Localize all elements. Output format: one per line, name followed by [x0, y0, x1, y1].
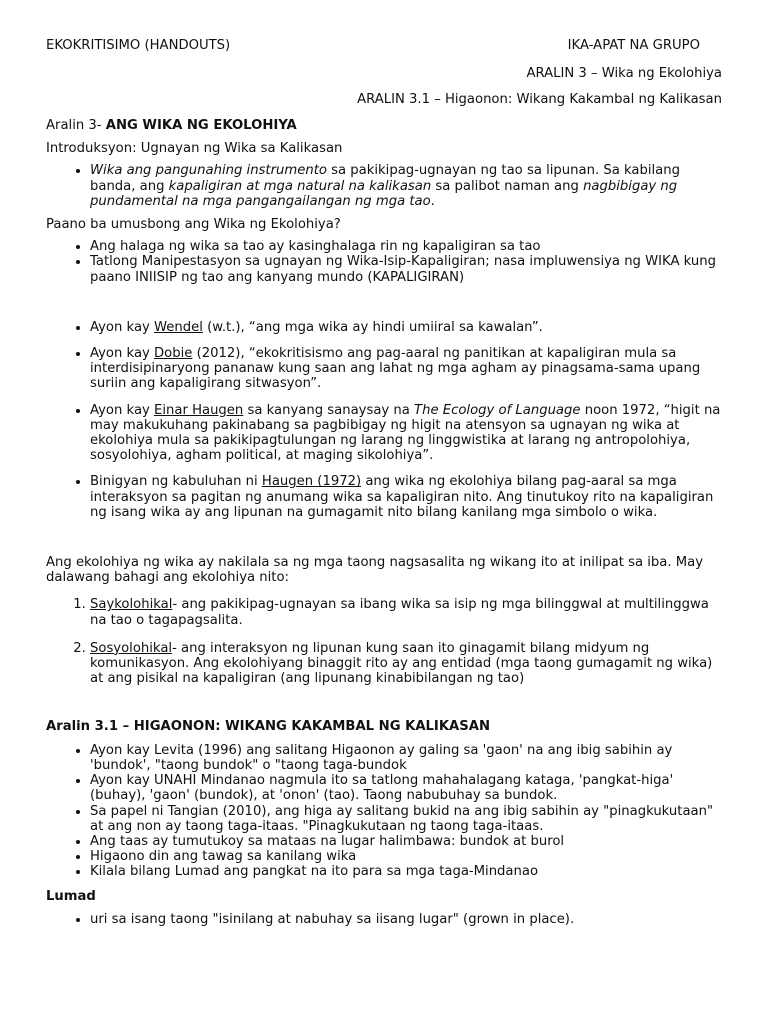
- higaonon-list: [46, 743, 724, 880]
- list-item: • Higaono din ang tawag sa kanilang wika: [90, 849, 724, 864]
- lumad-heading: Lumad: [46, 888, 96, 904]
- dobie-ref: Dobie: [154, 346, 193, 362]
- list-item: • Ang halaga ng wika sa tao ay kasinghalaga rin ng kapaligiran sa tao: [90, 239, 724, 254]
- haugen-ref: Einar Haugen: [154, 402, 244, 418]
- list-item: 2. Sosyolohikal- ang interaksyon ng lipunan kung saan ito ginagamit bilang midyum ng komunikasyon. Ang ekolohiyang binaggit rito ay ang entidad (mga taong gumagamit ng wika) at ang pisikal na kapaligiran (ang lipunang kinabibilangan ng tao): [90, 641, 724, 687]
- list-item: • Ayon kay Einar Haugen sa kanyang sanaysay na The Ecology of Language noon 1972, “higit na may makukuhang pakinabang sa pagbibigay ng higit na atensyon sa ugnayan ng wika at ekolohiya mula sa pakikipagtulungan ng larang ng linggwistika at larang ng antropolohiya, sosyolohiya, agham political, at maging sikolohiya”.: [90, 403, 724, 464]
- list-item: • Binigyan ng kabuluhan ni Haugen (1972) ang wika ng ekolohiya bilang pag-aaral sa mga interaksyon sa pagitan ng anumang wika sa kapaligiran nito. Ang tinutukoy rito na kapaligiran ng isang wika ay ang lipunan na gumagamit nito bilang kanilang mga simbolo o wika.: [90, 474, 724, 520]
- intro-heading: Introduksyon: Ugnayan ng Wika sa Kalikasan: [46, 141, 343, 157]
- header-left: EKOKRITISIMO (HANDOUTS): [46, 38, 231, 53]
- header-row: [46, 38, 724, 54]
- paano-list: [46, 239, 724, 520]
- wendel-ref: Wendel: [154, 319, 203, 335]
- list-item: • Ayon kay UNAHI Mindanao nagmula ito sa tatlong mahahalagang kataga, 'pangkat-higa' (buhay), 'gaon' (bundok), at 'onon' (tao). Taong nabubuhay sa bundok.: [90, 773, 724, 803]
- book-title: The Ecology of Language: [414, 402, 581, 418]
- header-line3: ARALIN 3.1 – Higaonon: Wikang Kakambal ng Kalikasan: [357, 92, 722, 107]
- intro-list: [46, 163, 724, 209]
- list-item: • Ayon kay Dobie (2012), “ekokritisismo ang pag-aaral ng panitikan at kapaligiran mula sa interdisipinaryong pananaw kung saan ang lahat ng mga agham ay pinagsama-sama upang suriin ang kapaligirang sitwasyon”.: [90, 346, 724, 392]
- list-item: • Ang taas ay tumutukoy sa mataas na lugar halimbawa: bundok at burol: [90, 834, 724, 849]
- list-item: 1. Saykolohikal- ang pakikipag-ugnayan sa ibang wika sa isip ng mga bilinggwal at multilinggwa na tao o tagapagsalita.: [90, 597, 724, 627]
- list-item: • uri sa isang taong "isinilang at nabuhay sa iisang lugar" (grown in place).: [90, 912, 724, 927]
- list-item: • Wika ang pangunahing instrumento sa pakikipag-ugnayan ng tao sa lipunan. Sa kabilang banda, ang kapaligiran at mga natural na kalikasan sa palibot naman ang nagbibigay ng pundamental na mga pangangailangan ng mga tao.: [90, 163, 724, 209]
- ekolohiya-list: [46, 597, 724, 686]
- ekolohiya-paragraph: Ang ekolohiya ng wika ay nakilala sa ng mga taong nagsasalita ng wikang ito at inilipat sa iba. May dalawang bahagi ang ekolohiya nito:: [46, 555, 704, 586]
- section-title-2: Aralin 3.1 – HIGAONON: WIKANG KAKAMBAL NG KALIKASAN: [46, 719, 491, 735]
- paano-heading: Paano ba umusbong ang Wika ng Ekolohiya?: [46, 217, 341, 233]
- header-line2: ARALIN 3 – Wika ng Ekolohiya: [526, 66, 722, 81]
- list-item: • Ayon kay Levita (1996) ang salitang Higaonon ay galing sa 'gaon' na ang ibig sabihin ay 'bundok', "taong bundok" o "taong taga-bundok: [90, 743, 724, 773]
- section-title-1: Aralin 3- ANG WIKA NG EKOLOHIYA: [46, 118, 297, 133]
- list-item: • Kilala bilang Lumad ang pangkat na ito para sa mga taga-Mindanao: [90, 864, 724, 879]
- header-right: IKA-APAT NA GRUPO: [567, 38, 700, 53]
- lumad-list: [46, 912, 724, 927]
- list-item: • Sa papel ni Tangian (2010), ang higa ay salitang bukid na ang ibig sabihin ay "pinagkukutaan" at ang non ay taong taga-itaas. "Pinagkukutaan ng taong taga-itaas.: [90, 804, 724, 834]
- list-item: • Ayon kay Wendel (w.t.), “ang mga wika ay hindi umiiral sa kawalan”.: [90, 320, 724, 335]
- haugen-1972-ref: Haugen (1972): [261, 474, 362, 490]
- list-item: • Tatlong Manipestasyon sa ugnayan ng Wika-Isip-Kapaligiran; nasa impluwensiya ng WIKA kung paano INIISIP ng tao ang kanyang mundo (KAPALIGIRAN): [90, 254, 724, 284]
